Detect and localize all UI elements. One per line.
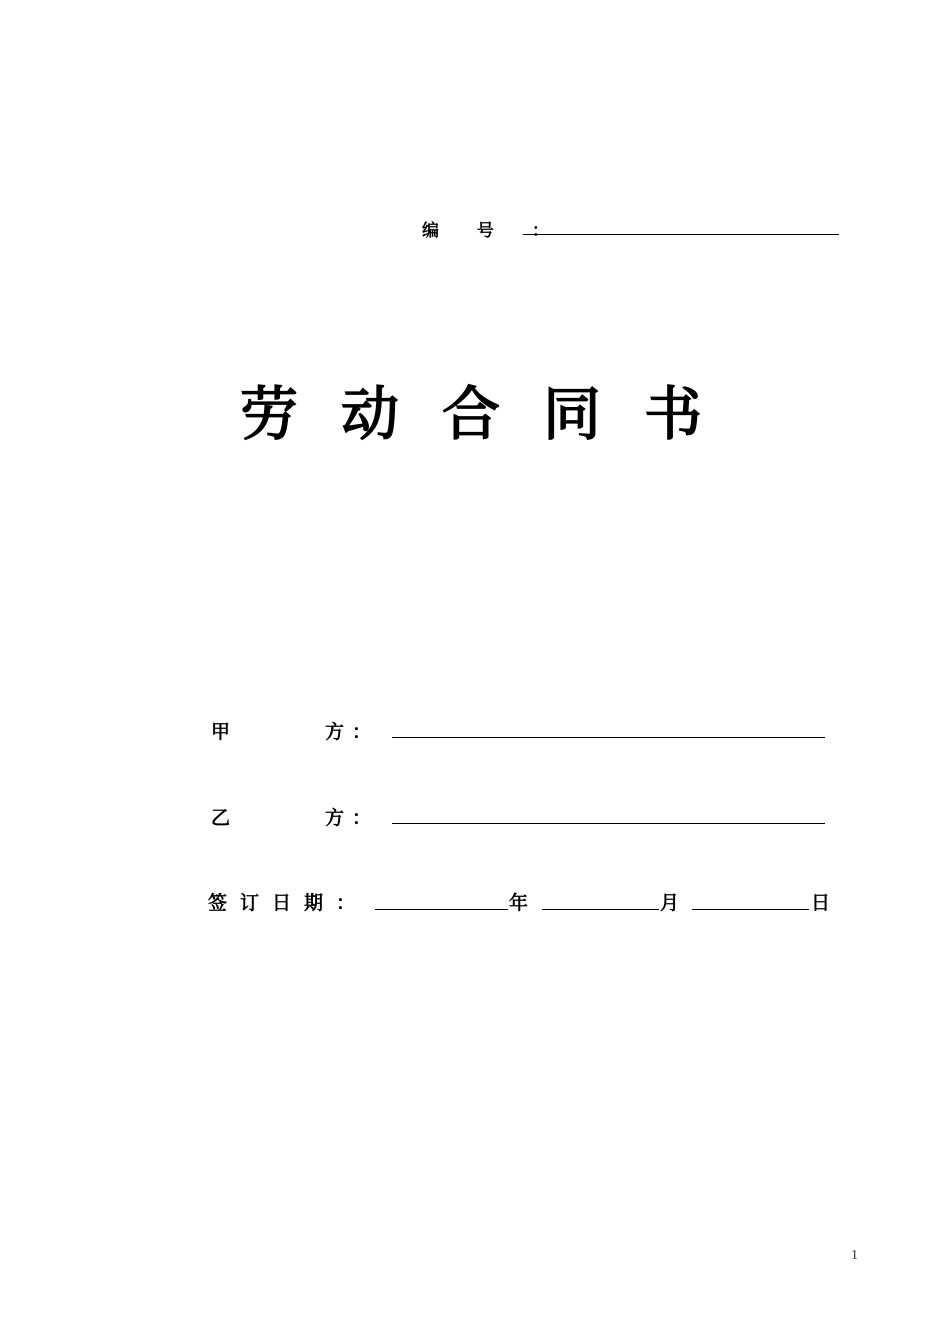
contract-number-field[interactable] [523, 234, 839, 235]
document-title: 劳动合同书 [240, 380, 746, 448]
party-b-label-second: 方： [325, 807, 380, 829]
contract-number-label: 编 号 ： [422, 221, 565, 241]
day-unit: 日 [811, 892, 831, 914]
year-unit: 年 [509, 892, 529, 914]
signing-month-field[interactable] [542, 909, 659, 910]
signing-date-label: 签订日期： [208, 892, 369, 914]
party-a-label-second: 方： [325, 721, 380, 743]
party-a-field[interactable] [392, 737, 825, 738]
party-b-field[interactable] [392, 823, 825, 824]
signing-year-field[interactable] [375, 909, 508, 910]
signing-day-field[interactable] [692, 909, 809, 910]
party-b-label-first: 乙 [211, 807, 231, 829]
page-number: 1 [851, 1248, 858, 1263]
party-a-label-first: 甲 [211, 721, 231, 743]
month-unit: 月 [660, 892, 680, 914]
